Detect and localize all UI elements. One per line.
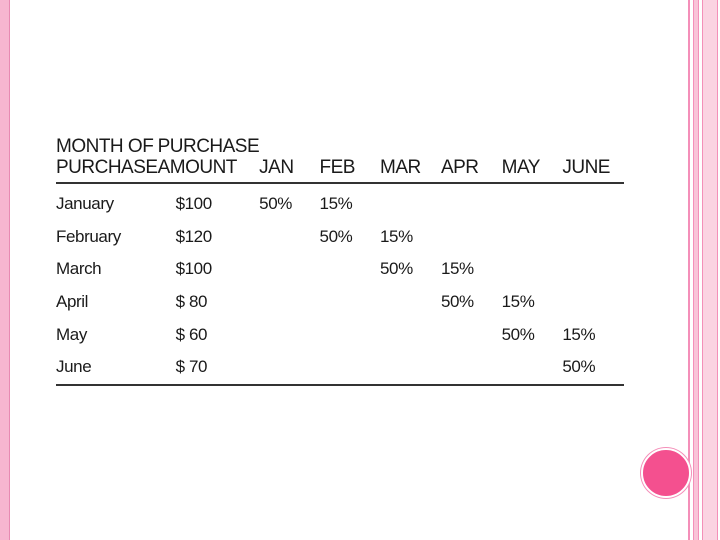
cell-collection-percent: 50%	[319, 226, 353, 246]
header-purchase-amount	[158, 136, 260, 183]
cell-collection-percent: 50%	[501, 324, 535, 344]
payment-schedule-table	[56, 136, 624, 386]
cell-collection-percent	[380, 286, 441, 319]
right-stripe-decoration	[688, 0, 690, 540]
cell-collection-percent	[320, 253, 380, 286]
cell-collection-percent	[502, 221, 563, 254]
table-header-row	[56, 136, 624, 183]
cell-collection-percent	[380, 318, 441, 351]
cell-collection-percent	[259, 318, 319, 351]
table-row	[56, 221, 624, 254]
cell-collection-percent: 50%	[440, 292, 474, 312]
cell-purchase-amount: $100	[175, 194, 212, 214]
cell-collection-percent	[502, 183, 563, 221]
cell-collection-percent: 50%	[380, 259, 413, 279]
cell-purchase-amount: $ 60	[175, 324, 208, 344]
table-row	[56, 183, 624, 221]
cell-collection-percent	[562, 221, 624, 254]
cell-collection-percent: 15%	[440, 259, 474, 279]
table-row	[56, 253, 624, 286]
cell-purchase-amount: $ 80	[175, 292, 208, 312]
cell-collection-percent	[562, 253, 624, 286]
header-line: PURCHASE	[157, 136, 260, 157]
header-june: JUNE	[562, 136, 624, 183]
header-line: AMOUNT	[157, 157, 237, 178]
header-line: PURCHASE	[56, 157, 158, 178]
cell-collection-percent: 15%	[501, 292, 535, 312]
cell-purchase-month: January	[56, 194, 114, 214]
cell-collection-percent: 50%	[562, 351, 624, 385]
cell-collection-percent	[259, 253, 319, 286]
cell-collection-percent	[441, 221, 502, 254]
cell-collection-percent	[380, 183, 441, 221]
cell-purchase-month: March	[56, 259, 102, 279]
cell-purchase-amount: $100	[175, 259, 212, 279]
table-body	[56, 183, 624, 385]
cell-collection-percent	[259, 351, 319, 385]
header-month-of-purchase	[56, 136, 158, 183]
cell-collection-percent	[259, 221, 319, 254]
cell-collection-percent	[320, 318, 380, 351]
cell-purchase-amount: $ 70	[158, 351, 260, 385]
cell-collection-percent	[441, 183, 502, 221]
cell-collection-percent	[259, 286, 319, 319]
cell-purchase-month: June	[56, 351, 158, 385]
cell-purchase-month: May	[56, 324, 87, 344]
cell-collection-percent	[502, 351, 563, 385]
right-stripe-decoration	[693, 0, 699, 540]
header-feb: FEB	[320, 136, 380, 183]
cell-collection-percent: 15%	[562, 324, 596, 344]
header-may: MAY	[502, 136, 563, 183]
cell-collection-percent: 15%	[380, 226, 413, 246]
header-jan: JAN	[259, 136, 319, 183]
cell-collection-percent	[502, 253, 563, 286]
cell-collection-percent	[562, 183, 624, 221]
header-mar: MAR	[380, 136, 441, 183]
table-row	[56, 351, 624, 385]
cell-collection-percent	[380, 351, 441, 385]
cell-collection-percent	[441, 318, 502, 351]
left-border-decoration	[0, 0, 10, 540]
cell-collection-percent	[441, 351, 502, 385]
table-row	[56, 286, 624, 319]
table-row	[56, 318, 624, 351]
cell-collection-percent: 15%	[319, 194, 353, 214]
cell-collection-percent	[562, 286, 624, 319]
cell-purchase-month: February	[56, 226, 121, 246]
header-apr: APR	[441, 136, 502, 183]
right-stripe-decoration	[702, 0, 718, 540]
cell-collection-percent	[320, 351, 380, 385]
pink-circle-decoration	[641, 448, 691, 498]
cell-purchase-month: April	[56, 292, 89, 312]
cell-collection-percent: 50%	[259, 194, 292, 214]
cell-collection-percent	[320, 286, 380, 319]
header-line: MONTH OF	[56, 136, 154, 157]
cell-purchase-amount: $120	[175, 226, 212, 246]
